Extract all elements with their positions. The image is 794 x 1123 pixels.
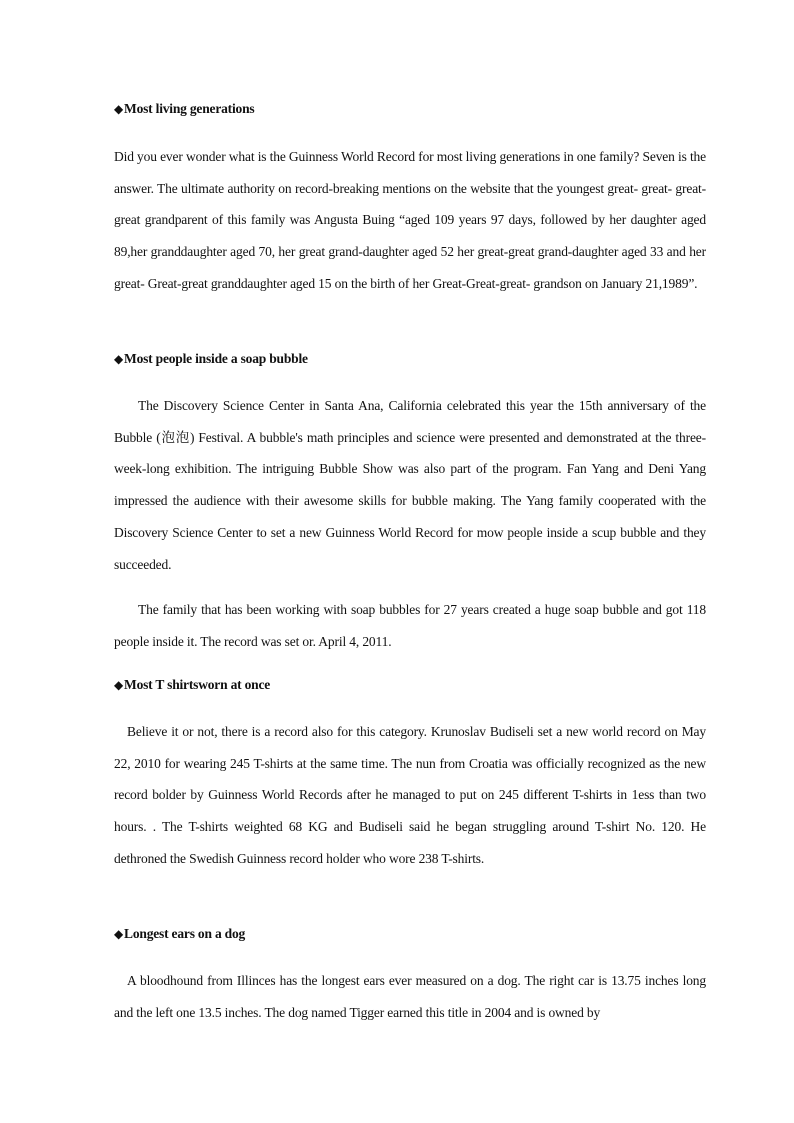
section-heading-text: Most people inside a soap bubble <box>124 351 308 366</box>
paragraph: Believe it or not, there is a record also for this category. Krunoslav Budiseli set a new world record on May 22, 2010 for wearing 245 T-shirts at the same time. The nun from Croatia was officially recognized as the new record bolder by Guinness World Records after he managed to put on 245 different T-shirts in 1ess than two hours. . The T-shirts weighted 68 KG and Budiseli said he began struggling around T-shirt No. 120. He dethroned the Swedish Guinness record holder who wore 238 T-shirts. <box>114 724 706 866</box>
paragraph: Did you ever wonder what is the Guinness World Record for most living generations in one family? Seven is the answer. The ultimate authority on record-breaking mentions on the website that the youngest great- great- great- great grandparent of this family was Angusta Buing “aged 109 years 97 days, followed by her daughter aged 89,her granddaughter aged 70, her great grand-daughter aged 52 her great-great grand-daughter aged 33 and her great- Great-great granddaughter aged 15 on the birth of her Great-Great-great- grandson on January 21,1989”. <box>114 149 706 291</box>
section-heading-longest-ears <box>114 926 245 942</box>
section-heading-text: Longest ears on a dog <box>124 926 246 941</box>
section-heading-t-shirts <box>114 677 270 693</box>
section-heading-text: Most T shirtsworn at once <box>124 677 271 692</box>
diamond-bullet-icon: ◆ <box>114 352 124 366</box>
diamond-bullet-icon: ◆ <box>114 102 124 116</box>
section-heading-most-living-generations <box>114 101 254 117</box>
paragraph: The family that has been working with soap bubbles for 27 years created a huge soap bubble and got 118 people inside it. The record was set or. April 4, 2011. <box>114 602 706 649</box>
paragraph: A bloodhound from Illinces has the longest ears ever measured on a dog. The right car is 13.75 inches long and the left one 13.5 inches. The dog named Tigger earned this title in 2004 and is owned by <box>114 973 706 1020</box>
section-heading-soap-bubble <box>114 351 308 367</box>
section-heading-text: Most living generations <box>124 101 255 116</box>
paragraph: The Discovery Science Center in Santa Ana, California celebrated this year the 15th anniversary of the Bubble (泡泡) Festival. A bubble's math principles and science were presented and demonstrated at the three-week-long exhibition. The intriguing Bubble Show was also part of the program. Fan Yang and Deni Yang impressed the audience with their awesome skills for bubble making. The Yang family cooperated with the Discovery Science Center to set a new Guinness World Record for mow people inside a scup bubble and they succeeded. <box>114 398 706 572</box>
diamond-bullet-icon: ◆ <box>114 678 124 692</box>
diamond-bullet-icon: ◆ <box>114 927 124 941</box>
